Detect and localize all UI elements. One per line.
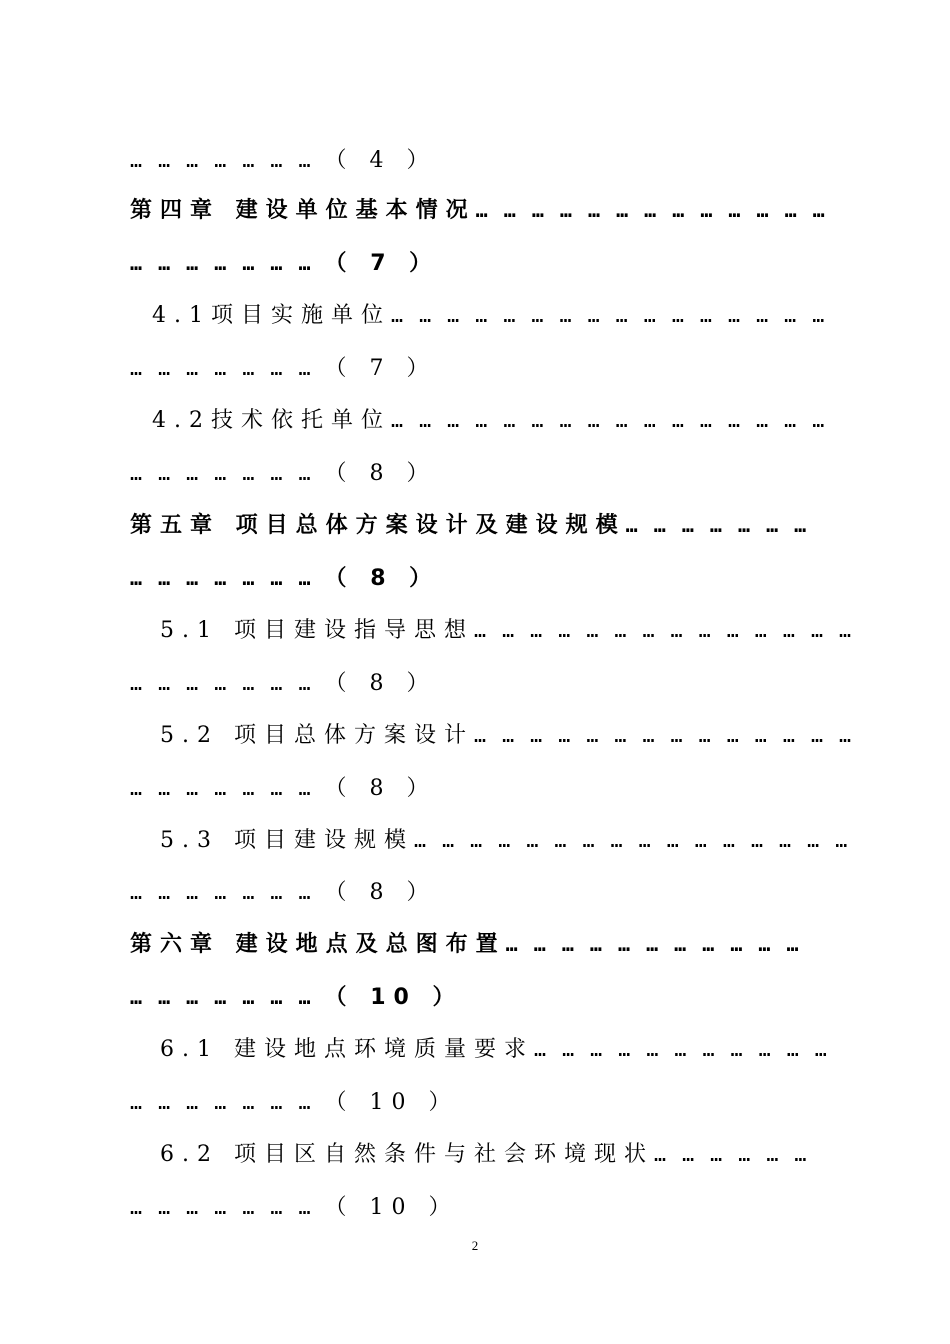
toc-page-ref: （ 8 ） [324,776,437,801]
toc-line [0,977,950,1017]
toc-page-ref: （ 8 ） [324,671,437,696]
toc-leader-dots: … … … … … … … [130,461,313,485]
toc-leader-dots: … … … … … … … [130,1195,313,1219]
toc-leader-dots: … … … … … … … … … … … … … … … … [413,828,850,852]
toc-line [0,348,950,388]
toc-page-ref: （ 10 ） [324,985,463,1010]
toc-line [0,1187,950,1227]
toc-entry-title: 第四章 建设单位基本情况 [130,198,476,223]
toc-line [0,295,950,335]
toc-entry-title: 6.1 建设地点环境质量要求 [160,1037,534,1062]
toc-line [0,400,950,440]
toc-leader-dots: … … … … … … … … … … … [505,932,801,956]
toc-leader-dots: … … … … … … … … … … … … … … [473,618,854,642]
toc-leader-dots: … … … … … … [653,1142,809,1166]
toc-leader-dots: … … … … … … … [130,671,313,695]
toc-line [0,663,950,703]
toc-page-ref: （ 7 ） [324,356,437,381]
toc-line [0,715,950,755]
toc-leader-dots: … … … … … … … … … … … [533,1037,829,1061]
toc-line [0,872,950,912]
toc-leader-dots: … … … … … … … [130,251,313,275]
toc-page-ref: （ 10 ） [324,1195,459,1220]
toc-leader-dots: … … … … … … … [130,148,313,172]
toc-line [0,453,950,493]
toc-entry-title: 第五章 项目总体方案设计及建设规模 [130,513,626,538]
toc-leader-dots: … … … … … … … [130,356,313,380]
toc-leader-dots: … … … … … … … [130,880,313,904]
toc-page-ref: （ 10 ） [324,1090,459,1115]
toc-leader-dots: … … … … … … … [130,776,313,800]
toc-line [0,243,950,283]
toc-leader-dots: … … … … … … … [130,1090,313,1114]
toc-line [0,190,950,230]
toc-leader-dots: … … … … … … … [130,566,313,590]
page-number: 2 [471,1238,479,1253]
toc-line [0,768,950,808]
toc-leader-dots: … … … … … … … … … … … … … [475,198,827,222]
toc-entry-title: 5.1 项目建设指导思想 [160,618,474,643]
toc-line [0,1029,950,1069]
toc-entry-title: 4.1项目实施单位 [152,303,391,328]
toc-entry-title: 5.3 项目建设规模 [160,828,414,853]
toc-leader-dots: … … … … … … … … … … … … … … [473,723,854,747]
toc-leader-dots: … … … … … … … … … … … … … … … … [391,303,827,327]
toc-page-ref: （ 8 ） [324,880,437,905]
toc-leader-dots: … … … … … … … [130,985,313,1009]
toc-line [0,558,950,598]
toc-page-ref: （ 7 ） [324,251,440,276]
toc-line [0,1134,950,1174]
toc-line [0,140,950,180]
toc-leader-dots: … … … … … … … [625,513,809,537]
toc-page-ref: （ 4 ） [324,148,437,173]
toc-entry-title: 6.2 项目区自然条件与社会环境现状 [160,1142,654,1167]
toc-page-ref: （ 8 ） [324,566,440,591]
toc-page-ref: （ 8 ） [324,461,437,486]
toc-line [0,1082,950,1122]
toc-line [0,924,950,964]
toc-line [0,505,950,545]
toc-leader-dots: … … … … … … … … … … … … … … … … [391,408,827,432]
toc-line [0,820,950,860]
toc-entry-title: 4.2技术依托单位 [152,408,391,433]
toc-entry-title: 5.2 项目总体方案设计 [160,723,474,748]
toc-entry-title: 第六章 建设地点及总图布置 [130,932,506,957]
toc-line [0,610,950,650]
